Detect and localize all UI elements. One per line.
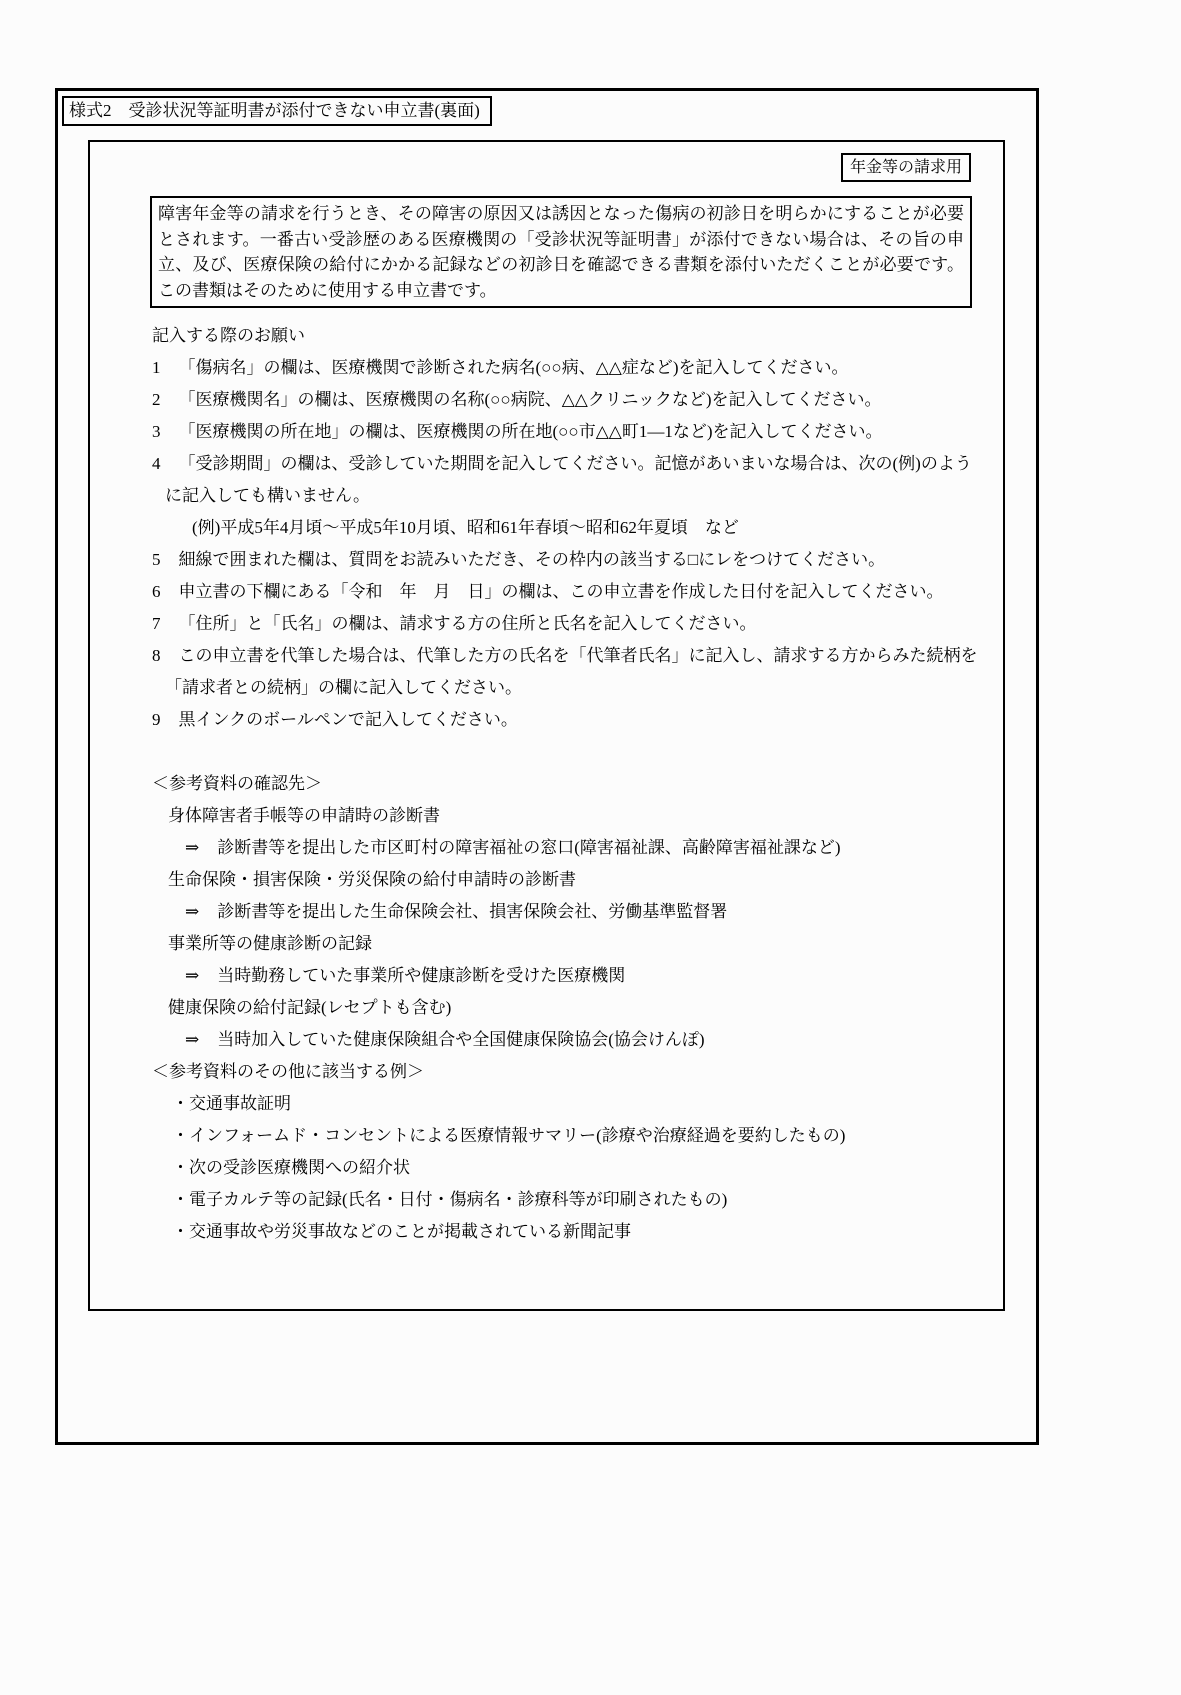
other-example-5: ・交通事故や労災事故などのことが掲載されている新聞記事 (172, 1222, 631, 1241)
sources-heading: ＜参考資料の確認先＞ (152, 774, 322, 793)
other-example-2: ・インフォームド・コンセントによる医療情報サマリー(診療や治療経過を要約したもの) (172, 1126, 846, 1145)
note-number: 4 (152, 454, 161, 473)
arrow-icon: ⇒ (185, 838, 200, 857)
note-text: 「医療機関の所在地」の欄は、医療機関の所在地(○○市△△町1―1など)を記入してください。 (178, 422, 883, 441)
note-example: (例)平成5年4月頃～平成5年10月頃、昭和61年春頃～昭和62年夏頃 など (192, 518, 739, 537)
note-item-7 (152, 608, 982, 640)
source-destination-2 (185, 896, 982, 928)
form-title: 様式2 受診状況等証明書が添付できない申立書(裏面) (69, 101, 480, 120)
note-number: 5 (152, 550, 161, 569)
note-item-6 (152, 576, 982, 608)
note-item-8 (152, 640, 982, 704)
source-label-1: 身体障害者手帳等の申請時の診断書 (168, 806, 440, 825)
others-heading: ＜参考資料のその他に該当する例＞ (152, 1062, 424, 1081)
other-example-4: ・電子カルテ等の記録(氏名・日付・傷病名・診療科等が印刷されたもの) (172, 1190, 728, 1209)
arrow-icon: ⇒ (185, 1030, 200, 1049)
source-label-3: 事業所等の健康診断の記録 (168, 934, 372, 953)
form-title-box (62, 96, 492, 126)
note-item-5 (152, 544, 982, 576)
note-item-2 (152, 384, 982, 416)
notes-heading: 記入する際のお願い (152, 326, 305, 345)
note-text: 「傷病名」の欄は、医療機関で診断された病名(○○病、△△症など)を記入してください。 (178, 358, 849, 377)
note-text: 「医療機関名」の欄は、医療機関の名称(○○病院、△△クリニックなど)を記入してください。 (178, 390, 882, 409)
note-item-9 (152, 704, 982, 736)
source-destination-4 (185, 1024, 982, 1056)
source-destination-text: 診断書等を提出した市区町村の障害福祉の窓口(障害福祉課、高齢障害福祉課など) (217, 838, 841, 857)
other-example-3: ・次の受診医療機関への紹介状 (172, 1158, 410, 1177)
note-number: 9 (152, 710, 161, 729)
note-item-4 (152, 448, 982, 512)
source-label-2: 生命保険・損害保険・労災保険の給付申請時の診断書 (168, 870, 576, 889)
note-number: 2 (152, 390, 161, 409)
note-text: この申立書を代筆した場合は、代筆した方の氏名を「代筆者氏名」に記入し、請求する方からみた続柄を「請求者との続柄」の欄に記入してください。 (165, 646, 978, 697)
note-number: 3 (152, 422, 161, 441)
usage-tag-box (841, 153, 971, 182)
source-label-4: 健康保険の給付記録(レセプトも含む) (168, 998, 452, 1017)
note-text: 申立書の下欄にある「令和 年 月 日」の欄は、この申立書を作成した日付を記入してください。 (178, 582, 944, 601)
note-number: 1 (152, 358, 161, 377)
intro-text: 障害年金等の請求を行うとき、その障害の原因又は誘因となった傷病の初診日を明らかにすることが必要とされます。一番古い受診歴のある医療機関の「受診状況等証明書」が添付できない場合は、その旨の申立、及び、医療保険の給付にかかる記録などの初診日を確認できる書類を添付いただくことが必要です。この書類はそのために使用する申立書です。 (158, 204, 964, 300)
note-text: 「受診期間」の欄は、受診していた期間を記入してください。記憶があいまいな場合は、次の(例)のように記入しても構いません。 (165, 454, 972, 505)
note-item-3 (152, 416, 982, 448)
source-destination-text: 診断書等を提出した生命保険会社、損害保険会社、労働基準監督署 (217, 902, 728, 921)
intro-paragraph-box (150, 196, 972, 308)
arrow-icon: ⇒ (185, 902, 200, 921)
note-number: 8 (152, 646, 161, 665)
source-destination-text: 当時加入していた健康保険組合や全国健康保険協会(協会けんぽ) (217, 1030, 705, 1049)
note-text: 黒インクのボールペンで記入してください。 (178, 710, 518, 729)
other-example-1: ・交通事故証明 (172, 1094, 291, 1113)
source-destination-text: 当時勤務していた事業所や健康診断を受けた医療機関 (217, 966, 626, 985)
source-destination-1 (185, 832, 982, 864)
note-number: 6 (152, 582, 161, 601)
note-text: 「住所」と「氏名」の欄は、請求する方の住所と氏名を記入してください。 (178, 614, 757, 633)
source-destination-3 (185, 960, 982, 992)
note-number: 7 (152, 614, 161, 633)
arrow-icon: ⇒ (185, 966, 200, 985)
instructions-content (152, 320, 982, 1248)
note-text: 細線で囲まれた欄は、質問をお読みいただき、その枠内の該当する□にレをつけてください。 (178, 550, 886, 569)
usage-tag: 年金等の請求用 (850, 159, 963, 176)
note-item-1 (152, 352, 982, 384)
